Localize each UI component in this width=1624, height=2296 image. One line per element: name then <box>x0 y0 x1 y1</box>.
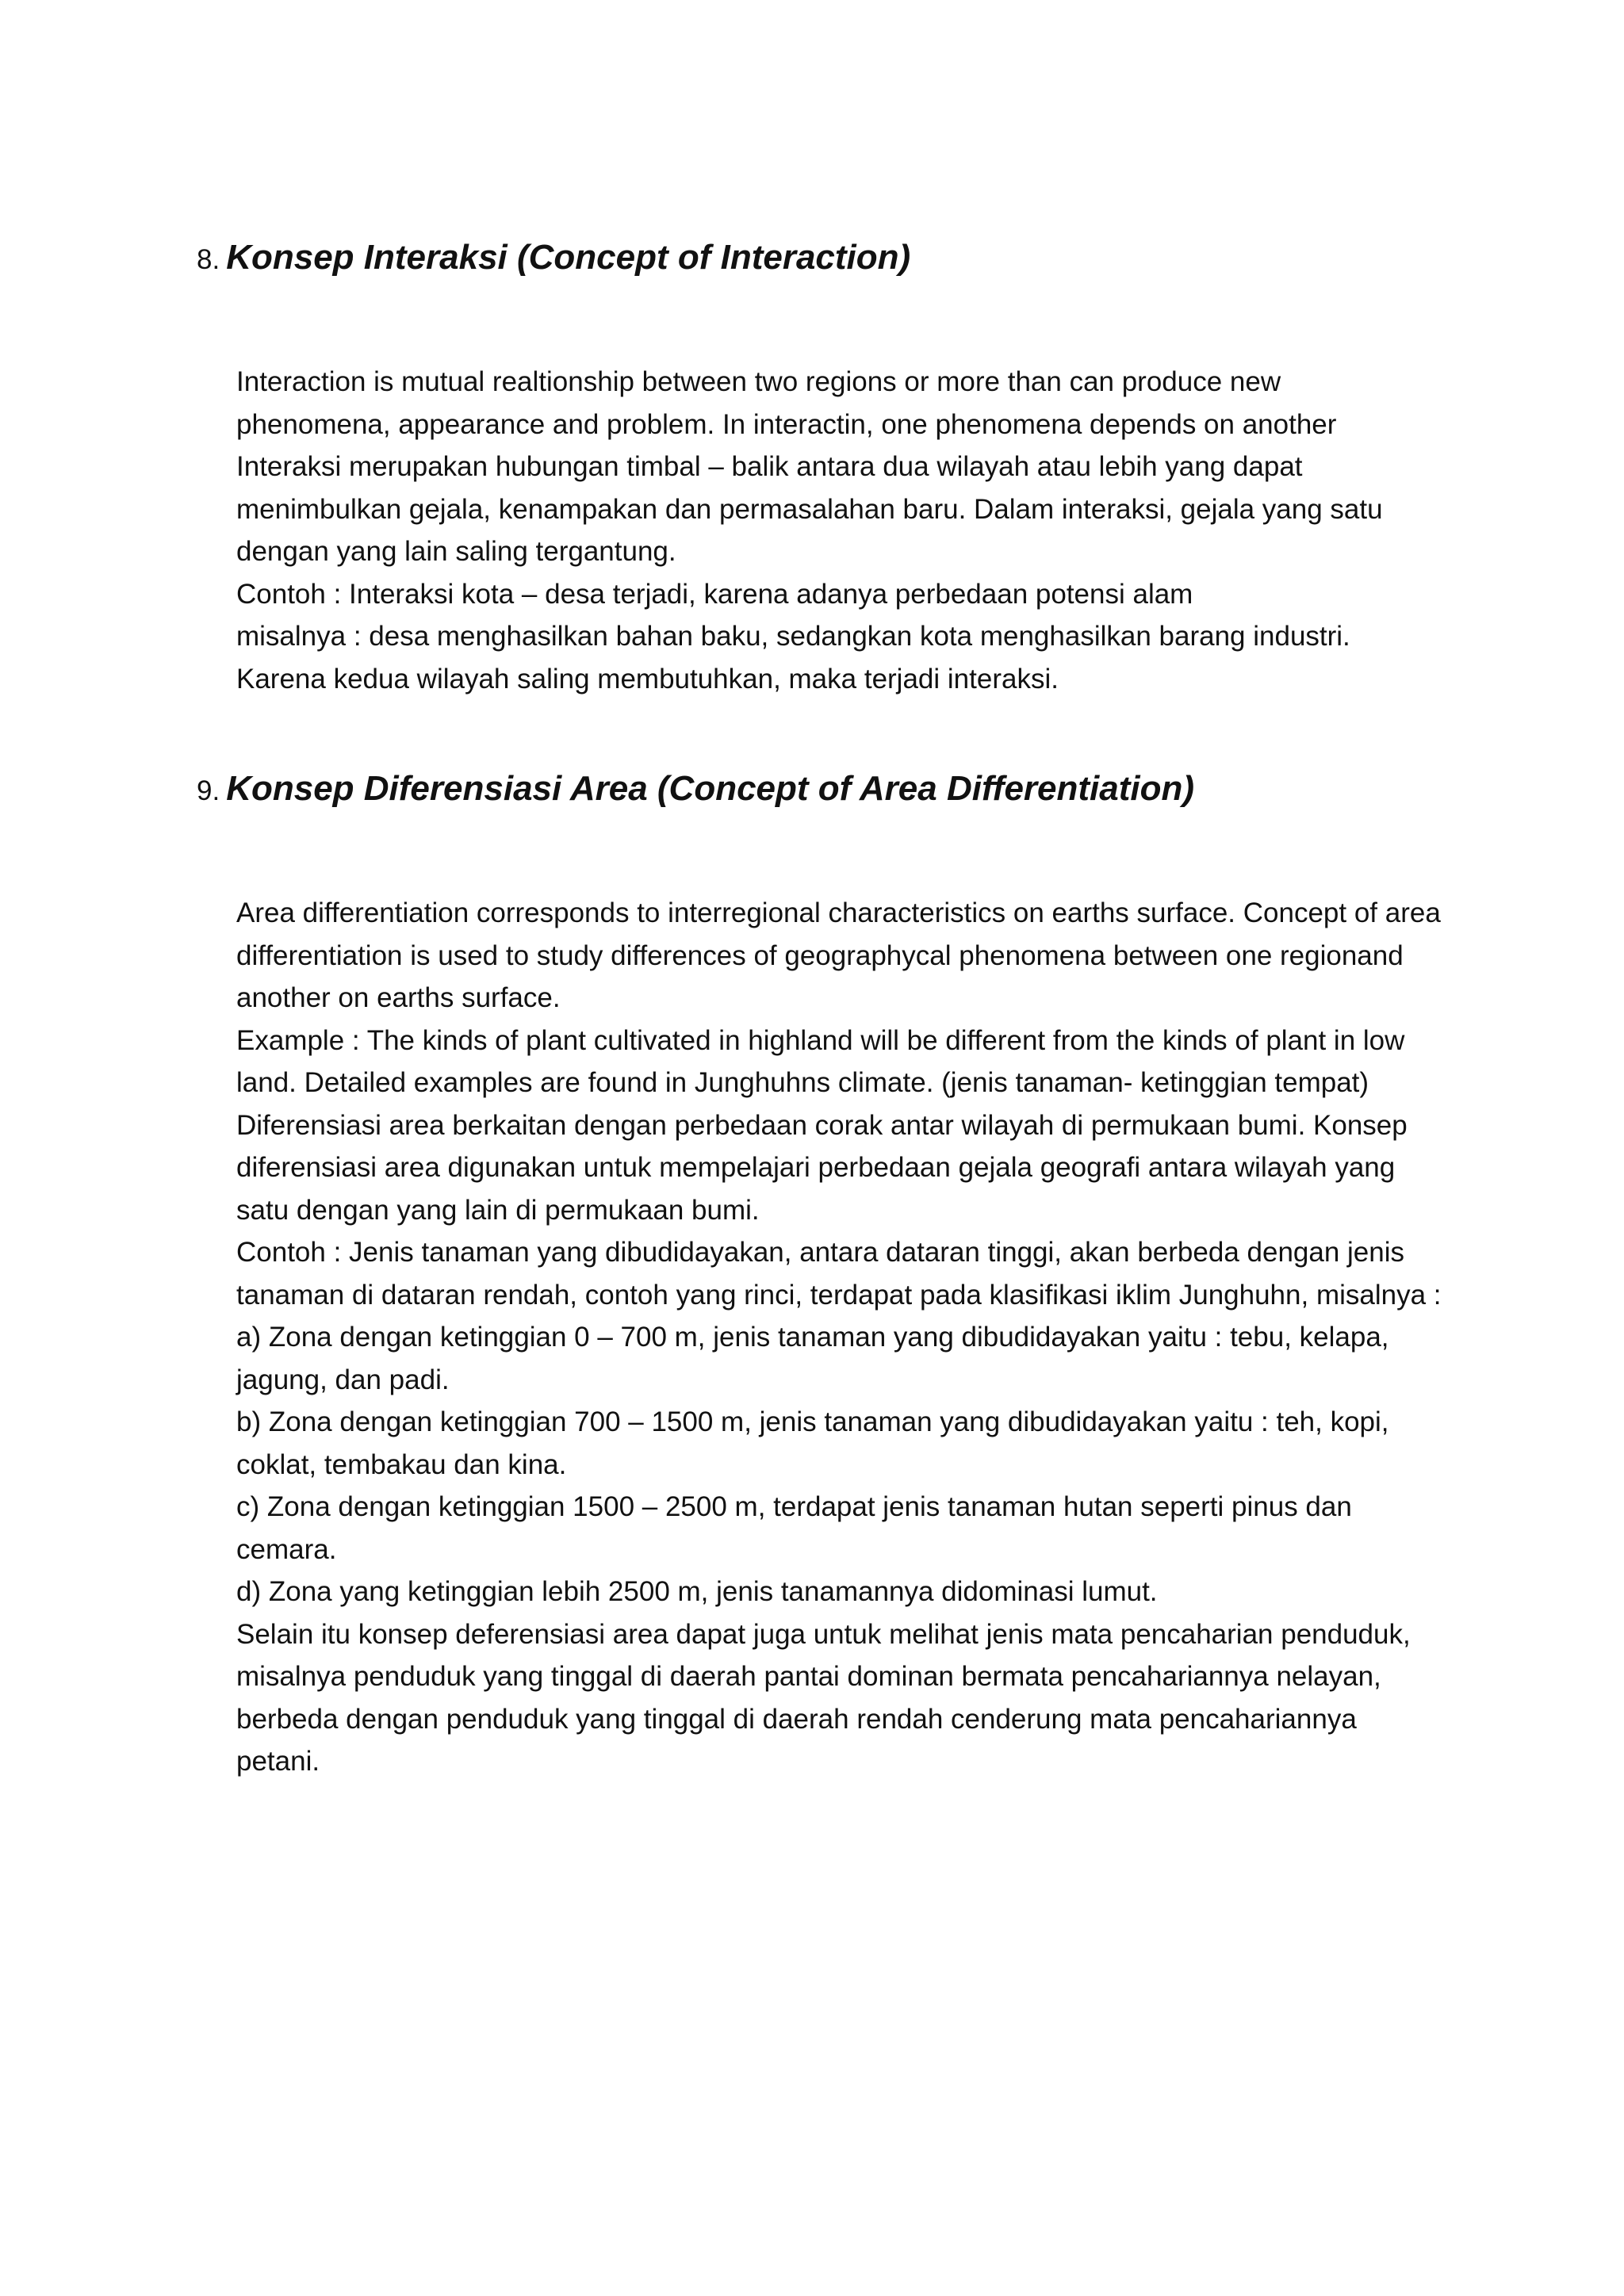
paragraph: Selain itu konsep deferensiasi area dapat juga untuk melihat jenis mata pencaharian penduduk, misalnya penduduk yang tinggal di daerah pantai dominan bermata pencahariannya nelayan, berbeda dengan penduduk yang tinggal di daerah rendah cenderung mata pencahariannya petani. <box>236 1618 1411 1777</box>
section-number: 8. <box>197 244 220 275</box>
paragraph: Example : The kinds of plant cultivated in highland will be different from the kinds of plant in low land. Detailed examples are found in Junghuhns climate. (jenis tanaman- ketinggian tempat) <box>236 1024 1405 1098</box>
section-title: Konsep Diferensiasi Area (Concept of Area Differentiation) <box>226 769 1195 808</box>
list-item: b) Zona dengan ketinggian 700 – 1500 m, jenis tanaman yang dibudidayakan yaitu : teh, kopi, coklat, tembakau dan kina. <box>236 1406 1389 1480</box>
paragraph: Contoh : Interaksi kota – desa terjadi, karena adanya perbedaan potensi alam <box>236 578 1193 610</box>
paragraph: Area differentiation corresponds to interregional characteristics on earths surface. Concept of area differentiation is used to study differences of geographycal phenomena between one regionand another on earths surface. <box>236 897 1441 1013</box>
section-heading-interaction <box>197 238 910 277</box>
paragraph: Diferensiasi area berkaitan dengan perbedaan corak antar wilayah di permukaan bumi. Konsep diferensiasi area digunakan untuk mempelajari perbedaan gejala geografi antara wilayah yang satu dengan yang lain di permukaan bumi. <box>236 1109 1408 1226</box>
list-item: c) Zona dengan ketinggian 1500 – 2500 m, terdapat jenis tanaman hutan seperti pinus dan cemara. <box>236 1491 1352 1565</box>
list-item: d) Zona yang ketinggian lebih 2500 m, jenis tanamannya didominasi lumut. <box>236 1576 1158 1607</box>
list-item: a) Zona dengan ketinggian 0 – 700 m, jenis tanaman yang dibudidayakan yaitu : tebu, kelapa, jagung, dan padi. <box>236 1322 1389 1395</box>
section-number: 9. <box>197 775 220 806</box>
paragraph: misalnya : desa menghasilkan bahan baku, sedangkan kota menghasilkan barang industri. Karena kedua wilayah saling membutuhkan, maka terjadi interaksi. <box>236 621 1350 695</box>
section-heading-area-differentiation <box>197 769 1194 809</box>
section-body-interaction <box>236 361 1442 700</box>
paragraph: Contoh : Jenis tanaman yang dibudidayakan, antara dataran tinggi, akan berbeda dengan jenis tanaman di dataran rendah, contoh yang rinci, terdapat pada klasifikasi iklim Junghuhn, misalnya : <box>236 1237 1442 1311</box>
section-title: Konsep Interaksi (Concept of Interaction) <box>226 238 911 277</box>
paragraph: Interaction is mutual realtionship between two regions or more than can produce new phenomena, appearance and problem. In interactin, one phenomena depends on another <box>236 366 1337 440</box>
section-body-area-differentiation <box>236 892 1442 1783</box>
paragraph: Interaksi merupakan hubungan timbal – balik antara dua wilayah atau lebih yang dapat menimbulkan gejala, kenampakan dan permasalahan baru. Dalam interaksi, gejala yang satu dengan yang lain saling tergantung. <box>236 451 1383 567</box>
